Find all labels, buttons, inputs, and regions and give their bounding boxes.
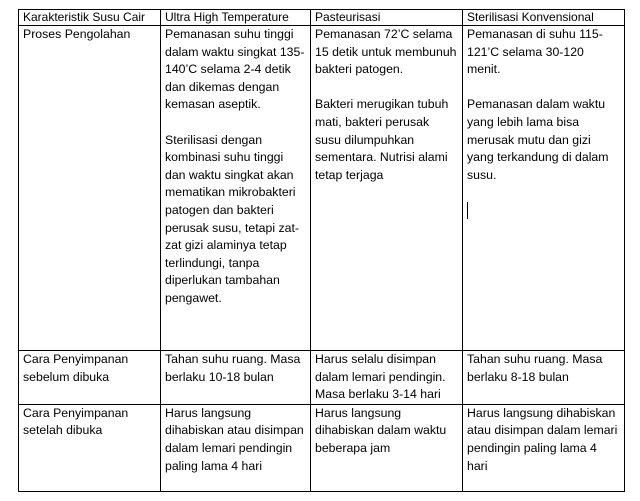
paragraph: Harus langsung dihabiskan atau disimpan dalam lemari pendingin paling lama 4 hari bbox=[467, 405, 618, 473]
table-row bbox=[19, 404, 625, 491]
header-sterilisasi[interactable]: Sterilisasi Konvensional bbox=[463, 10, 625, 26]
header-uht[interactable]: Ultra High Temperature bbox=[161, 10, 311, 26]
paragraph: Pemanasan 72’C selama 15 detik untuk membunuh bakteri patogen. bbox=[315, 27, 457, 77]
paragraph: Pemanasan di suhu 115-121’C selama 30-120 menit. bbox=[467, 27, 603, 77]
header-pasteurisasi[interactable]: Pasteurisasi bbox=[311, 10, 463, 26]
paragraph: Tahan suhu ruang. Masa berlaku 10-18 bulan bbox=[165, 352, 301, 384]
table-header-row bbox=[19, 10, 625, 26]
paragraph: Tahan suhu ruang. Masa berlaku 8-18 bulan bbox=[467, 352, 603, 384]
header-karakteristik[interactable]: Karakteristik Susu Cair bbox=[19, 10, 161, 26]
table-row bbox=[19, 26, 625, 351]
comparison-table bbox=[18, 9, 625, 492]
cell-uht-setelah[interactable] bbox=[161, 404, 311, 491]
cell-sterilisasi-sebelum[interactable] bbox=[463, 351, 625, 405]
cell-pasteurisasi-setelah[interactable] bbox=[311, 404, 463, 491]
row-label-sebelum-dibuka[interactable]: Cara Penyimpanan sebelum dibuka bbox=[19, 351, 161, 405]
row-label-proses[interactable]: Proses Pengolahan bbox=[19, 26, 161, 351]
paragraph: Sterilisasi dengan kombinasi suhu tinggi dan waktu singkat akan mematikan mikrobakteri patogen dan bakteri perusak susu, tetapi zat-zat gizi alaminya tetap terlindungi, tanpa diperlukan tambahan pengawet. bbox=[165, 132, 299, 305]
paragraph: Pemanasan suhu tinggi dalam waktu singkat 135-140’C selama 2-4 detik dan dikemas dengan kemasan aseptik. bbox=[165, 27, 305, 112]
cell-pasteurisasi-proses[interactable] bbox=[311, 26, 463, 351]
row-label-setelah-dibuka[interactable]: Cara Penyimpanan setelah dibuka bbox=[19, 404, 161, 491]
cell-uht-sebelum[interactable] bbox=[161, 351, 311, 405]
cell-pasteurisasi-sebelum[interactable] bbox=[311, 351, 463, 405]
paragraph: Harus selalu disimpan dalam lemari pendingin. Masa berlaku 3-14 hari bbox=[315, 352, 446, 402]
paragraph: Harus langsung dihabiskan dalam waktu beberapa jam bbox=[315, 405, 447, 455]
cell-sterilisasi-setelah[interactable] bbox=[463, 404, 625, 491]
cell-uht-proses[interactable] bbox=[161, 26, 311, 351]
text-cursor bbox=[467, 202, 468, 219]
paragraph: Bakteri merugikan tubuh mati, bakteri perusak susu dilumpuhkan sementara. Nutrisi alami tetap terjaga bbox=[315, 97, 449, 182]
cell-sterilisasi-proses[interactable] bbox=[463, 26, 625, 351]
paragraph: Harus langsung dihabiskan atau disimpan dalam lemari pendingin paling lama 4 hari bbox=[165, 405, 304, 473]
paragraph: Pemanasan dalam waktu yang lebih lama bisa merusak mutu dan gizi yang terkandung di dalam susu. bbox=[467, 97, 609, 182]
table-row bbox=[19, 351, 625, 405]
